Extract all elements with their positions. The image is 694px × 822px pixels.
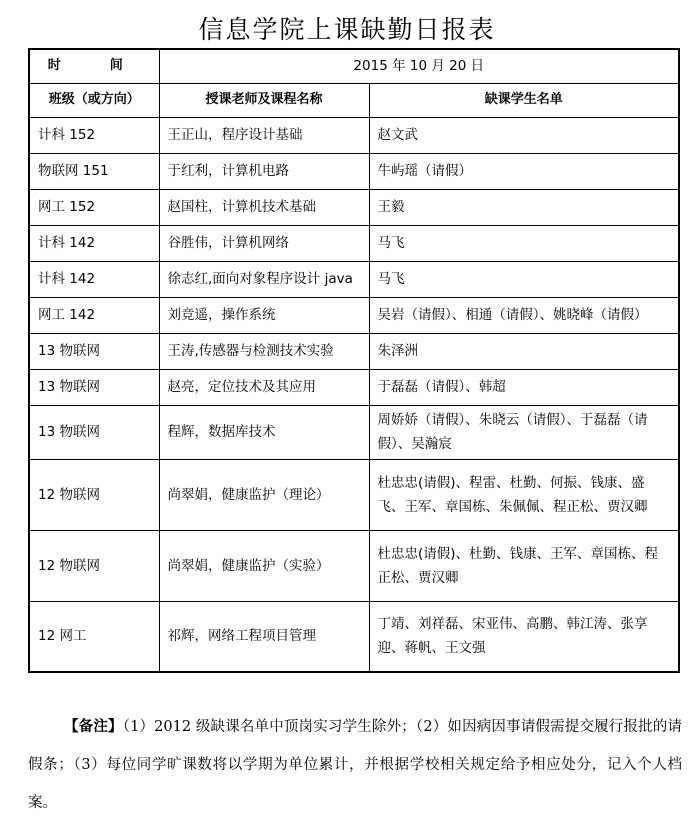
class-cell: 13 物联网 bbox=[29, 369, 159, 405]
absent-students-cell: 杜忠忠(请假)、程雷、杜勤、何振、钱康、盛飞、王军、章国栋、朱佩佩、程正松、贾汉卿 bbox=[369, 459, 679, 530]
class-cell: 计科 142 bbox=[29, 225, 159, 261]
class-cell: 网工 152 bbox=[29, 189, 159, 225]
teacher-course-cell: 刘竞遥，操作系统 bbox=[159, 297, 369, 333]
teacher-course-cell: 程辉，数据库技术 bbox=[159, 405, 369, 459]
class-cell: 计科 152 bbox=[29, 117, 159, 153]
teacher-course-cell: 赵亮，定位技术及其应用 bbox=[159, 369, 369, 405]
teacher-course-cell: 尚翠娟，健康监护（实验） bbox=[159, 530, 369, 601]
absent-students-cell: 马飞 bbox=[369, 225, 679, 261]
table-row bbox=[29, 459, 679, 530]
class-cell: 13 物联网 bbox=[29, 405, 159, 459]
table-row bbox=[29, 189, 679, 225]
header-row bbox=[29, 83, 679, 117]
absent-students-cell: 杜忠忠(请假)、杜勤、钱康、王军、章国栋、程正松、贾汉卿 bbox=[369, 530, 679, 601]
table-row bbox=[29, 369, 679, 405]
class-cell: 13 物联网 bbox=[29, 333, 159, 369]
column-header-teacher-course: 授课老师及课程名称 bbox=[159, 83, 369, 117]
absent-students-cell: 吴岩（请假）、相通（请假）、姚晓峰（请假） bbox=[369, 297, 679, 333]
teacher-course-cell: 王正山，程序设计基础 bbox=[159, 117, 369, 153]
remarks-note bbox=[28, 708, 682, 822]
absent-students-cell: 丁靖、刘祥磊、宋亚伟、高鹏、韩江涛、张享迎、蒋帆、王文强 bbox=[369, 601, 679, 672]
column-header-class: 班级（或方向） bbox=[29, 83, 159, 117]
table-row bbox=[29, 333, 679, 369]
absent-students-cell: 牛屿瑶（请假） bbox=[369, 153, 679, 189]
teacher-course-cell: 谷胜伟，计算机网络 bbox=[159, 225, 369, 261]
page-title: 信息学院上课缺勤日报表 bbox=[198, 15, 496, 44]
table-row bbox=[29, 601, 679, 672]
date-row bbox=[29, 49, 679, 83]
class-cell: 12 物联网 bbox=[29, 530, 159, 601]
class-cell: 网工 142 bbox=[29, 297, 159, 333]
teacher-course-cell: 尚翠娟，健康监护（理论） bbox=[159, 459, 369, 530]
class-cell: 物联网 151 bbox=[29, 153, 159, 189]
absent-students-cell: 王毅 bbox=[369, 189, 679, 225]
class-cell: 12 物联网 bbox=[29, 459, 159, 530]
time-label: 时 间 bbox=[47, 58, 141, 74]
table-row bbox=[29, 117, 679, 153]
class-cell: 12 网工 bbox=[29, 601, 159, 672]
absent-students-cell: 赵文武 bbox=[369, 117, 679, 153]
absence-report-table bbox=[28, 48, 680, 673]
absent-students-cell: 于磊磊（请假）、韩超 bbox=[369, 369, 679, 405]
table-row bbox=[29, 153, 679, 189]
column-header-absent-students: 缺课学生名单 bbox=[369, 83, 679, 117]
class-cell: 计科 142 bbox=[29, 261, 159, 297]
teacher-course-cell: 祁辉，网络工程项目管理 bbox=[159, 601, 369, 672]
table-row bbox=[29, 225, 679, 261]
table-row bbox=[29, 297, 679, 333]
teacher-course-cell: 徐志红,面向对象程序设计 java bbox=[159, 261, 369, 297]
remarks-text: （1）2012 级缺课名单中顶岗实习学生除外；（2）如因病因事请假需提交履行报批的请假条；（3）每位同学旷课数将以学期为单位累计，并根据学校相关规定给予相应处分，记入个人档案。 bbox=[28, 719, 682, 811]
teacher-course-cell: 于红利，计算机电路 bbox=[159, 153, 369, 189]
absent-students-cell: 周娇娇（请假）、朱晓云（请假）、于磊磊（请假）、吴瀚宸 bbox=[369, 405, 679, 459]
teacher-course-cell: 王涛,传感器与检测技术实验 bbox=[159, 333, 369, 369]
table-row bbox=[29, 530, 679, 601]
absent-students-cell: 朱泽洲 bbox=[369, 333, 679, 369]
table-row bbox=[29, 405, 679, 459]
remarks-label: 【备注】 bbox=[64, 718, 123, 735]
absent-students-cell: 马飞 bbox=[369, 261, 679, 297]
time-label-cell bbox=[29, 49, 159, 83]
date-value-cell: 2015 年 10 月 20 日 bbox=[159, 49, 679, 83]
table-row bbox=[29, 261, 679, 297]
teacher-course-cell: 赵国柱，计算机技术基础 bbox=[159, 189, 369, 225]
